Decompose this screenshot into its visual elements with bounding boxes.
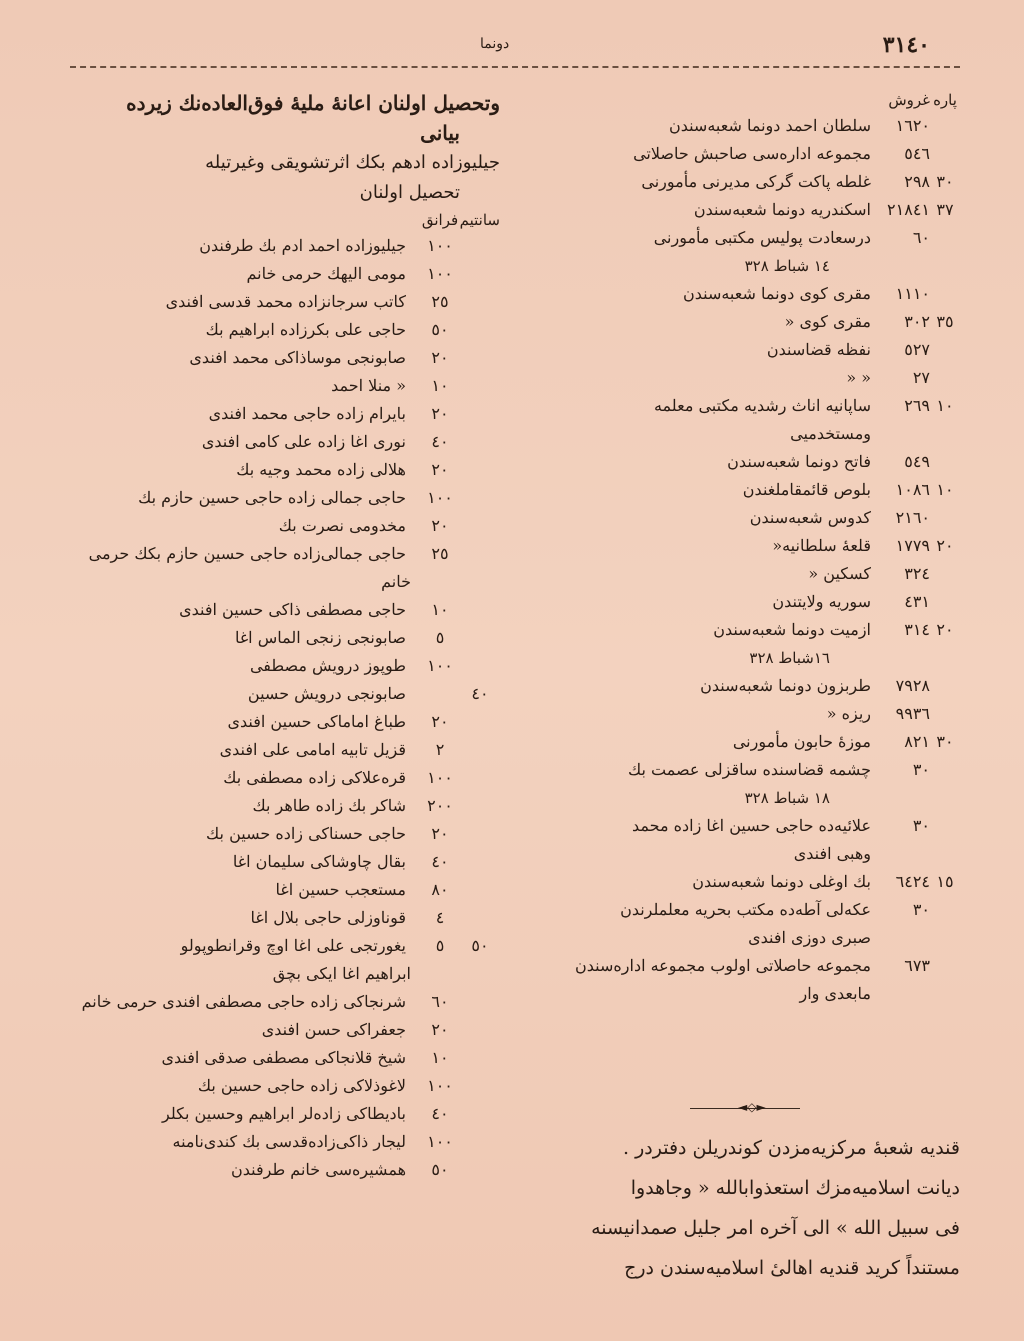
ledger-amount: ١٠٠ (427, 768, 453, 787)
date-line: ١٦شباط ٣٢٨ (749, 649, 830, 667)
ledger-description: بادیطاکی زاده‌لر ابراهیم وحسین بکلر (162, 1104, 406, 1123)
paragraph-line: فی سبیل الله » الی آخره امر جلیل صمدانیسنه (591, 1217, 960, 1239)
ledger-row (70, 876, 500, 904)
ledger-amount: ٣٢٤ (904, 564, 930, 583)
section-subtitle: جیلیوزاده ادهم بکك اثرتشویقی وغیرتیله (205, 152, 500, 173)
ledger-description: طوپوز درویش مصطفی (249, 656, 406, 675)
ledger-description: جعفراکی حسن افندی (261, 1020, 406, 1039)
ledger-subunit: ٣٥ (936, 312, 954, 331)
ledger-row (520, 196, 960, 224)
ledger-amount: ٧٩٢٨ (895, 676, 930, 695)
ledger-row (520, 532, 960, 560)
ledger-amount: ٥٤٦ (904, 144, 930, 163)
ledger-amount: ٦٤٢٤ (895, 872, 930, 891)
ledger-row (70, 932, 500, 960)
ledger-subunit: ١٠ (936, 480, 954, 499)
ledger-subunit: ٤٠ (471, 684, 489, 703)
ledger-row (70, 260, 500, 288)
ledger-description: جیلیوزاده احمد ادم بك طرفندن (199, 236, 406, 255)
ledger-row (520, 364, 960, 392)
ledger-row (70, 848, 500, 876)
ledger-subunit: ٣٠ (936, 732, 954, 751)
ledger-amount: ٦٠ (431, 992, 449, 1011)
ledger-amount: ٥ (435, 628, 445, 647)
ledger-row (520, 672, 960, 700)
ledger-amount: ٢٠ (431, 516, 449, 535)
ledger-row (70, 1016, 500, 1044)
ledger-description: مقری کوی « (784, 312, 871, 331)
ledger-description: مومی الیهك حرمی خانم (246, 264, 406, 283)
ledger-description: کسکین « (808, 564, 871, 583)
ledger-description: موزهٔ حابون مأمورنی (732, 732, 871, 751)
ledger-row (70, 904, 500, 932)
page-number: ٣١٤٠ (882, 32, 930, 58)
ledger-description: قلعهٔ سلطانیه« (772, 536, 871, 555)
running-title: دونما (480, 36, 510, 52)
ledger-row (520, 756, 960, 784)
ledger-amount: ٢٠ (431, 1020, 449, 1039)
ledger-description: اسکندریه دونما شعبه‌سندن (693, 200, 871, 219)
continuation-line: وهبی افندی (793, 844, 871, 863)
ledger-description: مستعجب حسین اغا (275, 880, 406, 899)
ledger-amount: ٤٠ (431, 852, 449, 871)
ledger-amount: ١٠٠ (427, 264, 453, 283)
ledger-row (520, 140, 960, 168)
ledger-description: صابونجی زنجی الماس اغا (234, 628, 406, 647)
ledger-description: قزیل تابیه امامی علی افندی (219, 740, 406, 759)
ledger-description: بلوص قائمقاملغندن (742, 480, 871, 499)
ledger-amount: ١١١٠ (895, 284, 930, 303)
ledger-row (70, 288, 500, 316)
ledger-description: بك اوغلی دونما شعبه‌سندن (692, 872, 871, 891)
ledger-row (520, 448, 960, 476)
ledger-row (70, 988, 500, 1016)
ledger-description: حاجی مصطفی ذاکی حسین افندی (179, 600, 406, 619)
closing-paragraph (520, 1128, 960, 1288)
ledger-row (520, 336, 960, 364)
ledger-amount: ٢٥ (431, 544, 449, 563)
ledger-row (520, 728, 960, 756)
ledger-row (70, 652, 500, 680)
ledger-description: شیخ قلانجاکی مصطفی صدقی افندی (161, 1048, 406, 1067)
left-column (70, 88, 500, 1184)
ledger-row (70, 820, 500, 848)
ledger-row (70, 456, 500, 484)
ledger-row (520, 616, 960, 644)
ledger-amount: ٥ (435, 936, 445, 955)
ledger-amount: ٣١٤ (904, 620, 930, 639)
ledger-amount: ١٠ (431, 376, 449, 395)
ledger-subunit: ٣٠ (936, 172, 954, 191)
ledger-amount: ١٠ (431, 1048, 449, 1067)
ledger-description: صابونجی درویش حسین (247, 684, 406, 703)
ledger-row (70, 624, 500, 652)
ledger-amount: ٣٠ (912, 816, 930, 835)
ledger-amount: ٣٠ (912, 900, 930, 919)
ledger-row (520, 112, 960, 140)
ledger-description: یغورتجی علی اغا اوچ وقرانطوپولو (180, 936, 406, 955)
ledger-row (70, 708, 500, 736)
ledger-amount: ٦٠ (912, 228, 930, 247)
right-rows (520, 112, 960, 1008)
ledger-amount: ١٧٧٩ (895, 536, 930, 555)
ledger-description: بقال چاوشاکی سلیمان اغا (232, 852, 406, 871)
ledger-amount: ٨٢١ (904, 732, 930, 751)
ledger-amount: ٥٢٧ (904, 340, 930, 359)
ledger-row (520, 504, 960, 532)
ledger-row (70, 344, 500, 372)
ledger-description: حاجی جمالی‌زاده حاجی حسین حازم بکك حرمی (88, 544, 406, 563)
ledger-amount: ١٦٢٠ (895, 116, 930, 135)
ledger-description: عکه‌لی آطه‌ده مکتب بحریه معلملرندن (620, 900, 871, 919)
ledger-row (520, 224, 960, 252)
paragraph-line: قندیه شعبهٔ مرکزیه‌مزدن کوندریلن دفتردر . (623, 1137, 960, 1159)
ledger-description: « « (846, 368, 871, 387)
continuation-line: مابعدی وار (799, 984, 871, 1003)
ledger-subunit: ٢٠ (936, 536, 954, 555)
paragraph-line: مستنداً کرید قندیه اهالیٔ اسلامیه‌سندن درج (624, 1257, 960, 1279)
ledger-row (70, 1128, 500, 1156)
paragraph-line: دیانت اسلامیه‌مزك استعذوابالله « وجاهدوا (630, 1177, 960, 1199)
ledger-row (70, 232, 500, 260)
ledger-row (70, 1156, 500, 1184)
ledger-row (520, 392, 960, 420)
ledger-amount: ٢٧ (912, 368, 930, 387)
para-header: پاره (933, 91, 957, 109)
ledger-amount: ٢٠ (431, 824, 449, 843)
ledger-row (520, 168, 960, 196)
date-line: ١٨ شباط ٣٢٨ (744, 789, 830, 807)
ledger-row (520, 588, 960, 616)
ledger-description: حاجی جمالی زاده حاجی حسین حازم بك (138, 488, 406, 507)
ledger-description: قره‌علاکی زاده مصطفی بك (223, 768, 406, 787)
ledger-description: لیجار ذاکی‌زاده‌قدسی بك کندی‌نامنه (172, 1132, 406, 1151)
continuation-line: صبری دوزی افندی (748, 928, 871, 947)
ledger-amount: ٣٠ (912, 760, 930, 779)
ledger-amount: ٤٣١ (904, 592, 930, 611)
ledger-row (70, 512, 500, 540)
kurus-header: غروش (888, 91, 930, 109)
ledger-row (70, 764, 500, 792)
ledger-row (70, 372, 500, 400)
section-subtitle-cont: تحصیل اولنان (359, 182, 460, 203)
ledger-description: شاکر بك زاده طاهر بك (252, 796, 406, 815)
ledger-description: قوناوزلی حاجی بلال اغا (250, 908, 406, 927)
ledger-amount: ٥٠ (431, 1160, 449, 1179)
ledger-description: بایرام زاده حاجی محمد افندی (208, 404, 406, 423)
left-rows (70, 232, 500, 1184)
ledger-amount: ١٠٨٦ (895, 480, 930, 499)
ledger-amount: ١٠٠ (427, 236, 453, 255)
ledger-amount: ٤٠ (431, 432, 449, 451)
ledger-row (70, 680, 500, 708)
ledger-description: مجموعه حاصلاتی اولوب مجموعه اداره‌سندن (575, 956, 871, 975)
ledger-row (520, 868, 960, 896)
ledger-row (520, 280, 960, 308)
ledger-subunit: ٢٠ (936, 620, 954, 639)
ledger-description: ساپانیه اناث رشدیه مکتبی معلمه (653, 396, 871, 415)
ledger-amount: ٤ (435, 908, 445, 927)
ledger-description: فاتح دونما شعبه‌سندن (727, 452, 871, 471)
ledger-row (70, 428, 500, 456)
ledger-row (520, 952, 960, 980)
ledger-amount: ٢٠ (431, 404, 449, 423)
continuation-line: خانم (381, 572, 411, 591)
ledger-row (520, 476, 960, 504)
ledger-row (520, 560, 960, 588)
section-title-cont: بیانی (420, 121, 460, 145)
frank-header: فرانق (421, 211, 459, 229)
section-title: وتحصیل اولنان اعانهٔ ملیهٔ فوق‌العاده‌نك زیرده (126, 91, 500, 115)
ledger-subunit: ١٥ (936, 872, 954, 891)
ledger-description: نفظه قضاسندن (766, 340, 871, 359)
ledger-description: سلطان احمد دونما شعبه‌سندن (668, 116, 871, 135)
ledger-amount: ٢٥ (431, 292, 449, 311)
right-column-header (520, 88, 960, 112)
ledger-description: حاجی حسناکی زاده حسین بك (206, 824, 406, 843)
ledger-amount: ٥٠ (431, 320, 449, 339)
ledger-amount: ٦٧٣ (904, 956, 930, 975)
ledger-description: علائیه‌ده حاجی حسین اغا زاده محمد (632, 816, 871, 835)
ledger-row (70, 736, 500, 764)
ledger-row (70, 316, 500, 344)
ledger-description: طباغ اماماکی حسین افندی (227, 712, 406, 731)
ledger-description: چشمه قضاسنده ساقزلی عصمت بك (627, 760, 871, 779)
ledger-amount: ١٠ (431, 600, 449, 619)
ledger-description: ریزه « (826, 704, 871, 723)
ledger-description: همشیره‌سی خانم طرفندن (231, 1160, 406, 1179)
ledger-description: طربزون دونما شعبه‌سندن (700, 676, 871, 695)
ledger-row (70, 484, 500, 512)
ledger-amount: ١٠٠ (427, 1076, 453, 1095)
ledger-amount: ٢٠ (431, 712, 449, 731)
ledger-description: « منلا احمد (331, 376, 406, 395)
ledger-row (70, 540, 500, 568)
ledger-description: صابونجی موساذاکی محمد افندی (189, 348, 406, 367)
ledger-description: شرنجاکی زاده حاجی مصطفی افندی حرمی خانم (81, 992, 406, 1011)
ledger-row (70, 400, 500, 428)
ledger-row (70, 596, 500, 624)
ledger-amount: ٥٤٩ (904, 452, 930, 471)
ledger-description: هلالی زاده محمد وجیه بك (236, 460, 406, 479)
ledger-subunit: ١٠ (936, 396, 954, 415)
ledger-amount: ٢٠ (431, 460, 449, 479)
ledger-description: سوریه ولایتندن (772, 592, 871, 611)
ledger-row (520, 812, 960, 840)
continuation-line: ابراهیم اغا ایکی بچق (272, 964, 411, 983)
ledger-row (520, 700, 960, 728)
left-column-header (70, 208, 500, 232)
ledger-row (70, 792, 500, 820)
ledger-amount: ٤٠ (431, 1104, 449, 1123)
ledger-description: مجموعه اداره‌سی صاحبش حاصلاتی (633, 144, 871, 163)
ledger-description: کدوس شعبه‌سندن (749, 508, 871, 527)
continuation-line: ومستخدمیی (790, 424, 871, 443)
ledger-row (70, 1044, 500, 1072)
ledger-amount: ٨٠ (431, 880, 449, 899)
ledger-amount: ١٠٠ (427, 1132, 453, 1151)
ledger-amount: ١٠٠ (427, 656, 453, 675)
ledger-row (520, 896, 960, 924)
ledger-description: غلطه پاکت گرکی مدیرنی مأمورنی (641, 172, 871, 191)
ledger-description: حاجی علی بکرزاده ابراهیم بك (205, 320, 406, 339)
ledger-amount: ٣٠٢ (904, 312, 930, 331)
ledger-description: درسعادت پولیس مکتبی مأمورنی (653, 228, 871, 247)
ledger-subunit: ٣٧ (936, 200, 954, 219)
ledger-row (70, 1072, 500, 1100)
ledger-amount: ٢١٦٠ (895, 508, 930, 527)
ledger-description: ازمیت دونما شعبه‌سندن (713, 620, 871, 639)
ledger-description: کاتب سرجانزاده محمد قدسی افندی (165, 292, 406, 311)
ledger-row (520, 308, 960, 336)
ledger-amount: ٢٠ (431, 348, 449, 367)
divider-ornament: ◄◇► (738, 1100, 766, 1114)
ledger-description: لاغوذلاکی زاده حاجی حسین بك (197, 1076, 406, 1095)
page-header (70, 30, 960, 70)
santim-header: سانتیم (459, 211, 500, 229)
ledger-row (70, 1100, 500, 1128)
ledger-amount: ٢٦٩ (904, 396, 930, 415)
ledger-amount: ٢٠٠ (427, 796, 453, 815)
ledger-description: مخدومی نصرت بك (278, 516, 406, 535)
ledger-subunit: ٥٠ (471, 936, 489, 955)
ledger-description: نوری اغا زاده علی کامی افندی (201, 432, 406, 451)
ledger-description: مقری کوی دونما شعبه‌سندن (682, 284, 871, 303)
ledger-amount: ٢٩٨ (904, 172, 930, 191)
ledger-amount: ٢١٨٤١ (887, 200, 930, 219)
ledger-amount: ١٠٠ (427, 488, 453, 507)
header-rule (70, 66, 960, 68)
date-line: ١٤ شباط ٣٢٨ (744, 257, 830, 275)
right-column (520, 88, 960, 1008)
ledger-amount: ٢ (435, 740, 445, 759)
ledger-amount: ٩٩٣٦ (895, 704, 930, 723)
